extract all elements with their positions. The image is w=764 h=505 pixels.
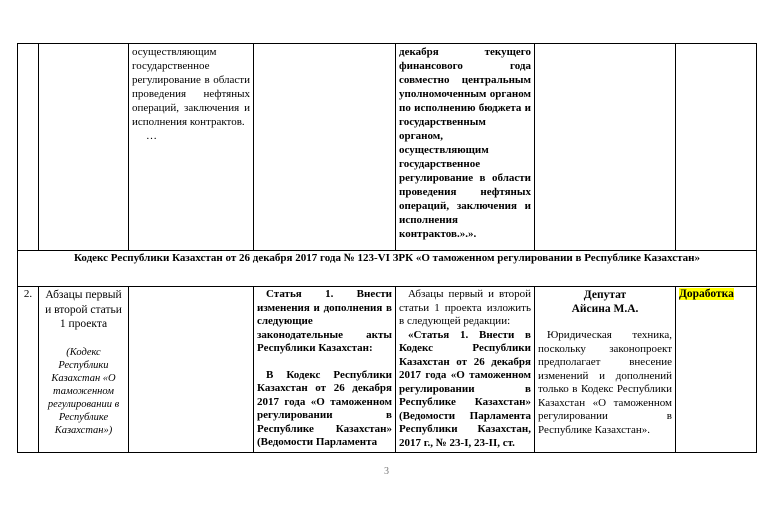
paragraph-gap [538,316,672,329]
author-cell-empty [535,44,676,251]
proposed-wording-cell [396,44,535,251]
author-name: Айсина М.А. [571,303,639,315]
paragraph-gap [257,356,392,369]
current-wording-cell [129,44,254,251]
draft-provision-p2: В Кодекс Республики Казахстан от 26 декабря 2017 года «О таможенном регулировании в Республике Казахстан» (Ведомости Парламента [257,368,392,448]
author-justification: Юридическая техника, поскольку законопроект предполагает внесение изменений и дополнений только в Кодекс Республики Казахстан «О таможенном регулировании в Республике Казахстан». [538,329,672,436]
continuation-row [18,44,757,251]
structural-element-cell-empty [39,44,129,251]
structural-element-title: Абзацы первый и второй статьи 1 проекта [45,289,122,330]
amendment-row [18,287,757,453]
section-header-title: Кодекс Республики Казахстан от 26 декабря 2017 года № 123-VI ЗРК «О таможенном регулировании в Республике Казахстан» [18,251,757,287]
author-opinion-cell [535,287,676,453]
proposed-revision-p1: Абзацы первый и второй статьи 1 проекта изложить в следующей редакции: [399,288,531,327]
current-wording-cell-empty [129,287,254,453]
author-role: Депутат [583,289,627,301]
current-wording-text: осуществляющим государственное регулирование в области проведения нефтяных операций, заключения и исполнения контрактов. [132,46,250,128]
draft-provision-cell-empty [254,44,396,251]
draft-provision-cell [254,287,396,453]
proposed-revision-p2: «Статья 1. Внести в Кодекс Республики Казахстан от 26 декабря 2017 года «О таможенном регулировании в Республике Казахстан» (Ведомости Парламента Республики Казахстан, 2017 г., № 23-I, 23-II, ст. [399,328,531,448]
structural-element-source: (Кодекс Республики Казахстан «О таможенном регулировании в Республике Казахстан») [47,346,120,436]
row-number: 2. [18,287,39,453]
decision-label: Доработка [679,288,734,300]
page-number: 3 [384,466,389,477]
proposed-wording-text: декабря текущего финансового года совместно центральным уполномоченным органом по исполнению бюджета и государственным органом, осуществляющим государственное регулирование в области проведения нефтяных операций, заключения и исполнения контрактов.».». [399,46,531,240]
decision-cell-empty [676,44,757,251]
decision-cell [676,287,757,453]
omission-ellipsis: … [146,130,157,142]
draft-provision-p1: Статья 1. Внести изменения и дополнения в следующие законодательные акты Республики Казахстан: [257,288,392,354]
section-header-row [18,251,757,287]
amendments-comparison-table [17,43,757,453]
structural-element-cell [39,287,129,453]
proposed-revision-cell [396,287,535,453]
number-cell-empty [18,44,39,251]
